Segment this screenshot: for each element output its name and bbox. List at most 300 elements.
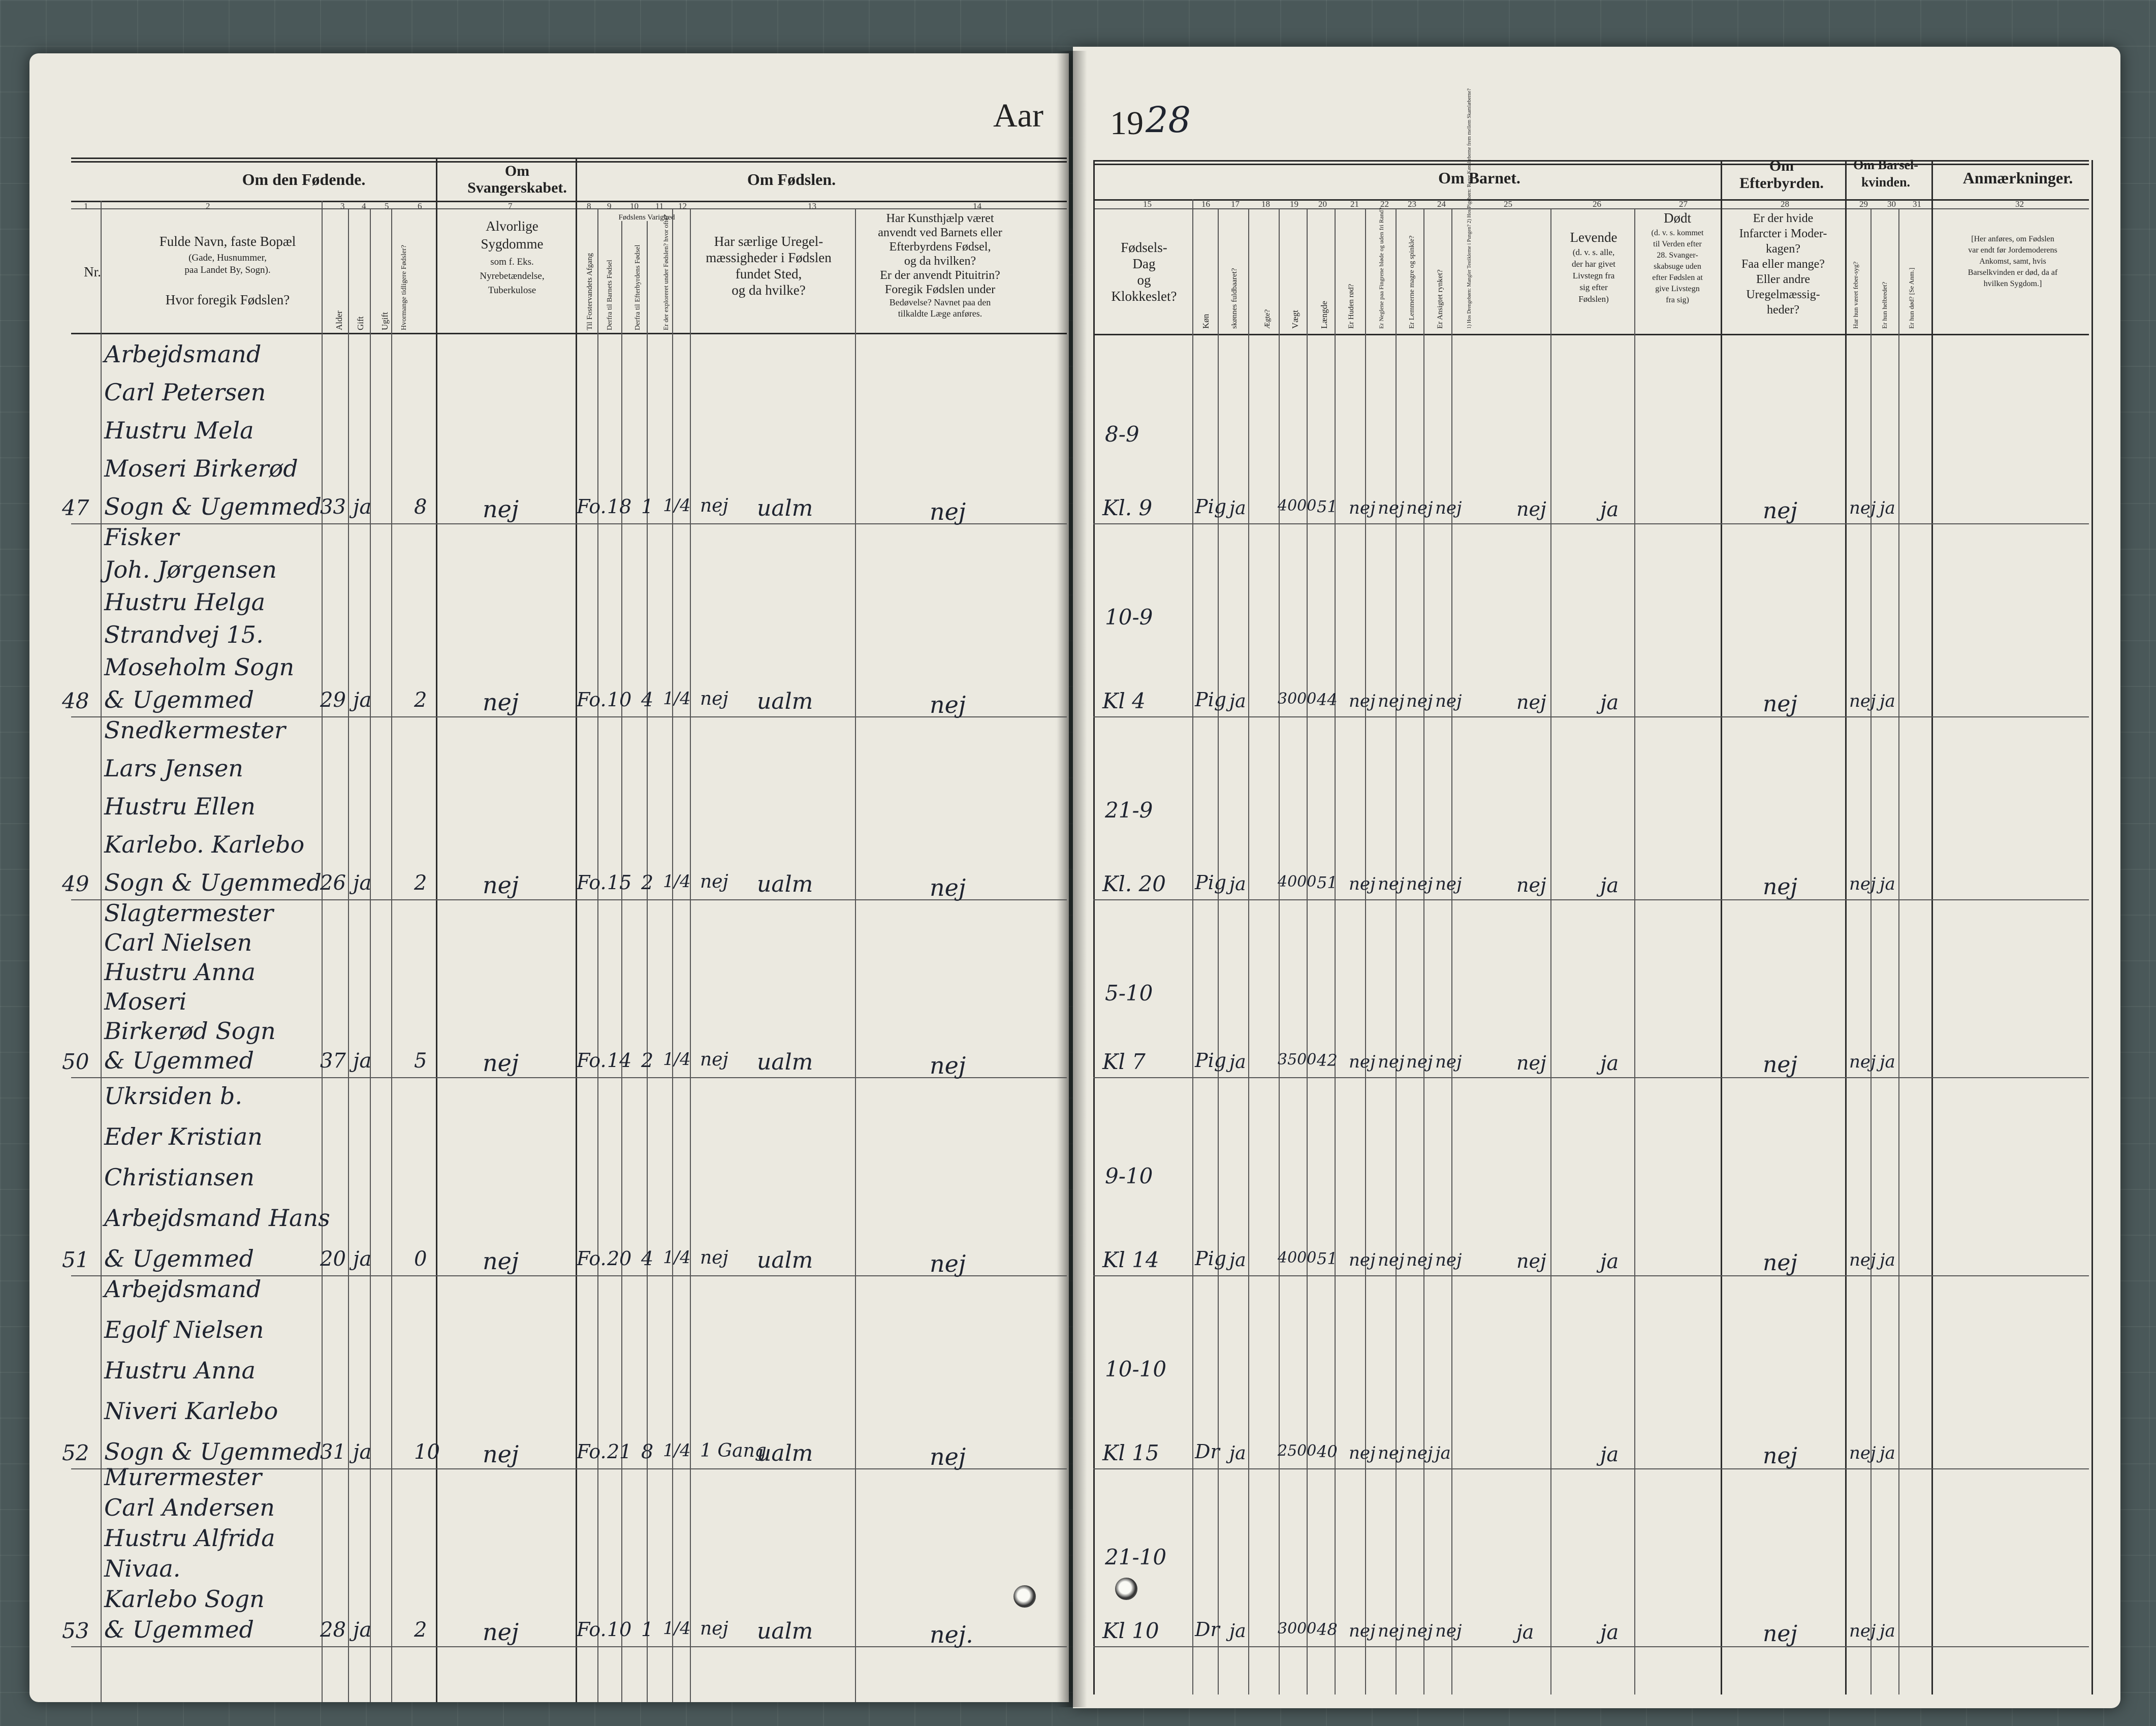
entry-fostervand: Fo. <box>577 1247 607 1270</box>
header-name-4: Hvor foregik Fødslen? <box>165 292 290 307</box>
entry-name-line: Carl Andersen <box>104 1494 275 1521</box>
entry-fuldbaaren: ja <box>1229 691 1246 712</box>
header-dodt-3: til Verden efter <box>1653 240 1702 248</box>
entry-uregel: ualm <box>757 1247 813 1273</box>
entry-name-line: Christiansen <box>104 1164 255 1191</box>
header-dodt-4: 28. Svanger- <box>1657 251 1698 260</box>
entry-kunst: nej <box>930 874 966 901</box>
column-number: 13 <box>808 201 816 211</box>
entry-fuldbaaren: ja <box>1229 1621 1246 1642</box>
column-number: 25 <box>1504 199 1512 209</box>
entry-name-line: Sogn & Ugemmed <box>104 1438 322 1465</box>
column-number: 15 <box>1143 199 1152 209</box>
entry-nr: 51 <box>62 1247 89 1272</box>
entry-huden: nej <box>1349 1621 1376 1641</box>
entry-mangler: nej <box>1516 691 1546 713</box>
entry-barnet: 2 <box>641 1049 654 1072</box>
column-number: 16 <box>1201 199 1210 209</box>
header-dodt-2: (d. v. s. kommet <box>1651 229 1704 237</box>
header-fostervand: Til Fostervandets Afgang <box>586 253 594 330</box>
entry-exploreret: nej <box>700 495 728 516</box>
entry-klokke: Kl 14 <box>1102 1247 1159 1272</box>
row-rule <box>1093 1275 2089 1276</box>
entry-varighed: 10 <box>607 688 632 711</box>
row-rule <box>1093 1468 2089 1469</box>
entry-negle: nej <box>1378 1052 1405 1072</box>
entry-exploreret: nej <box>700 1049 728 1070</box>
entry-kunst: nej. <box>930 1621 973 1648</box>
entry-lemmer: nej <box>1406 1621 1433 1641</box>
entry-levende: ja <box>1600 1621 1619 1644</box>
entry-fostervand: Fo. <box>577 495 607 518</box>
entry-name-line: Nivaa. <box>104 1555 181 1582</box>
year-printed: 19 <box>1110 105 1144 142</box>
entry-ansigt: ja <box>1435 1443 1451 1463</box>
entry-kon: Dr <box>1195 1440 1220 1463</box>
entry-lemmer: nej <box>1406 691 1433 711</box>
entry-sygdomme: nej <box>483 495 519 523</box>
entry-vaegt: 2500 <box>1278 1442 1317 1460</box>
entry-name-line: Karlebo Sogn <box>104 1585 265 1613</box>
header-dodt-1: Dødt <box>1664 210 1691 226</box>
entry-feber: nej <box>1849 1443 1876 1463</box>
entry-huden: nej <box>1349 498 1376 518</box>
header-efter-4: Faa eller mange? <box>1741 258 1825 271</box>
entry-feber: nej <box>1849 691 1876 711</box>
header-efter-5: Eller andre <box>1756 273 1810 286</box>
entry-name-line: Hustru Anna <box>104 958 256 986</box>
entry-alder: 20 <box>320 1247 346 1271</box>
entry-gift: ja <box>353 688 372 712</box>
section-fodende: Om den Fødende. <box>242 170 366 189</box>
header-levende-3: der har givet <box>1572 259 1615 269</box>
header-efter-3: kagen? <box>1766 242 1800 256</box>
entry-alder: 37 <box>320 1049 346 1073</box>
entry-barnet: 2 <box>641 871 654 894</box>
header-levende-1: Levende <box>1570 230 1618 245</box>
header-anm-1: [Her anføres, om Fødslen <box>1971 235 2054 243</box>
header-kunst-4: og da hvilken? <box>904 255 976 268</box>
entry-feber: nej <box>1849 498 1876 518</box>
entry-name-line: Ukrsiden b. <box>104 1082 242 1110</box>
entry-kon: Pig <box>1195 1049 1227 1072</box>
entry-levende: ja <box>1600 1443 1619 1466</box>
entry-laengde: 51 <box>1317 1249 1338 1268</box>
entry-ansigt: nej <box>1435 874 1462 894</box>
column-number: 29 <box>1859 199 1868 209</box>
entry-efterbyrd: 1/4 <box>663 1247 691 1268</box>
column-number: 30 <box>1887 199 1896 209</box>
header-lemmer: Er Lemmerne magre og spinkle? <box>1408 235 1416 329</box>
entry-huden: nej <box>1349 691 1376 711</box>
entry-negle: nej <box>1378 874 1405 894</box>
header-name-2: (Gade, Husnummer, <box>188 253 267 263</box>
entry-vaegt: 3000 <box>1278 690 1317 708</box>
entry-exploreret: nej <box>700 688 728 709</box>
entry-exploreret: nej <box>700 1247 728 1268</box>
entry-laengde: 40 <box>1317 1442 1338 1461</box>
column-number: 10 <box>630 201 639 211</box>
entry-name-line: Sogn & Ugemmed <box>104 493 322 520</box>
entry-name-line: Moseri Birkerød <box>104 455 298 482</box>
header-kunst-3: Efterbyrdens Fødsel, <box>889 240 991 254</box>
entry-name-line: Carl Petersen <box>104 379 266 406</box>
entry-dato: 9-10 <box>1105 1164 1153 1188</box>
entry-name-line: & Ugemmed <box>104 1616 254 1643</box>
header-uregel-4: og da hvilke? <box>732 283 806 298</box>
section-efterbyrden-2: Efterbyrden. <box>1739 175 1824 192</box>
entry-fostervand: Fo. <box>577 1049 607 1072</box>
year-label: Aar <box>993 97 1043 134</box>
row-rule <box>1093 1077 2089 1078</box>
entry-uregel: ualm <box>757 495 813 521</box>
entry-name-line: Hustru Helga <box>104 588 265 616</box>
entry-helbredet: ja <box>1880 498 1895 518</box>
entry-helbredet: ja <box>1880 1443 1895 1463</box>
entry-barnet: 1 <box>641 1618 654 1641</box>
entry-lemmer: nej <box>1406 874 1433 894</box>
entry-vaegt: 4000 <box>1278 1249 1317 1267</box>
entry-name-line: Sogn & Ugemmed <box>104 869 322 896</box>
entry-name-line: Joh. Jørgensen <box>104 556 277 583</box>
year-handwritten: 28 <box>1146 99 1191 141</box>
entry-lemmer: nej <box>1406 498 1433 518</box>
entry-helbredet: ja <box>1880 874 1895 894</box>
entry-vaegt: 3000 <box>1278 1620 1317 1638</box>
entry-dato: 8-9 <box>1105 422 1139 447</box>
header-name-1: Fulde Navn, faste Bopæl <box>159 234 296 249</box>
entry-uregel: ualm <box>757 871 813 897</box>
entry-feber: nej <box>1849 1052 1876 1072</box>
entry-kunst: nej <box>930 498 966 525</box>
entry-uregel: ualm <box>757 1049 813 1075</box>
entry-varighed: 18 <box>607 495 632 518</box>
header-vaegt: Vægt <box>1290 310 1300 329</box>
header-kunst-2: anvendt ved Barnets eller <box>878 226 1002 239</box>
column-number: 14 <box>973 201 981 211</box>
entry-sygdomme: nej <box>483 1049 519 1077</box>
entry-tidligere: 2 <box>414 688 427 712</box>
header-dag-1: Fødsels- <box>1121 240 1167 255</box>
section-barnet: Om Barnet. <box>1438 169 1520 187</box>
entry-helbredet: ja <box>1880 691 1895 711</box>
entry-mangler: nej <box>1516 1052 1546 1074</box>
entry-kunst: nej <box>930 1250 966 1277</box>
header-kunst-1: Har Kunsthjælp været <box>886 212 994 225</box>
entry-levende: ja <box>1600 874 1619 897</box>
entry-efterbyrd: 1/4 <box>663 495 691 516</box>
entry-tidligere: 2 <box>414 871 427 895</box>
section-svangerskabet-2: Svangerskabet. <box>467 179 567 196</box>
header-feber: Har hun været feber-syg? <box>1852 261 1859 329</box>
entry-laengde: 42 <box>1317 1051 1338 1070</box>
entry-name-line: Snedkermester <box>104 716 286 744</box>
entry-gift: ja <box>353 1440 372 1464</box>
entry-negle: nej <box>1378 498 1405 518</box>
entry-klokke: Kl. 20 <box>1102 871 1166 896</box>
entry-huden: nej <box>1349 1250 1376 1270</box>
entry-exploreret: 1 Gang <box>700 1440 767 1461</box>
entry-kon: Pig <box>1195 495 1227 518</box>
entry-negle: nej <box>1378 1621 1405 1641</box>
header-efter-7: heder? <box>1767 303 1799 317</box>
header-exploreret: Er der exploreret under Fødslen? hvor ofte? <box>662 214 670 330</box>
entry-name-line: Eder Kristian <box>104 1123 263 1150</box>
entry-sygdomme: nej <box>483 1618 519 1646</box>
row-rule <box>1093 523 2089 524</box>
entry-varighed: 14 <box>607 1049 632 1072</box>
entry-negle: nej <box>1378 1250 1405 1270</box>
entry-laengde: 51 <box>1317 873 1338 892</box>
entry-dato: 10-9 <box>1105 605 1153 630</box>
entry-efterbyrd: 1/4 <box>663 1049 691 1070</box>
entry-negle: nej <box>1378 1443 1405 1463</box>
header-dodt-8: fra sig) <box>1666 296 1689 304</box>
entry-sygdomme: nej <box>483 871 519 899</box>
header-levende-2: (d. v. s. alle, <box>1572 247 1615 257</box>
entry-exploreret: nej <box>700 871 728 892</box>
column-number: 4 <box>362 201 366 211</box>
entry-fuldbaaren: ja <box>1229 498 1246 519</box>
header-dod: Er hun død? [Se Anm.] <box>1908 267 1915 329</box>
header-dag-4: Klokkeslet? <box>1111 289 1177 304</box>
entry-name-line: Carl Nielsen <box>104 929 252 956</box>
entry-lemmer: nej <box>1406 1250 1433 1270</box>
entry-nr: 48 <box>62 688 89 713</box>
entry-nr: 53 <box>62 1618 89 1643</box>
entry-mangler: nej <box>1516 1250 1546 1272</box>
entry-ansigt: nej <box>1435 1052 1462 1072</box>
entry-klokke: Kl 7 <box>1102 1049 1146 1074</box>
section-efterbyrden-1: Om <box>1769 158 1794 174</box>
entry-fuldbaaren: ja <box>1229 1443 1246 1464</box>
entry-mangler: nej <box>1516 874 1546 896</box>
entry-fuldbaaren: ja <box>1229 1250 1246 1271</box>
entry-gift: ja <box>353 1049 372 1073</box>
entry-tidligere: 5 <box>414 1049 427 1073</box>
entry-huden: nej <box>1349 1443 1376 1463</box>
entry-mangler: ja <box>1516 1621 1534 1643</box>
entry-fuldbaaren: ja <box>1229 1052 1246 1073</box>
section-barsel-1: Om Barsel- <box>1853 158 1918 172</box>
entry-alder: 26 <box>320 871 346 895</box>
entry-kunst: nej <box>930 691 966 718</box>
column-number: 7 <box>508 201 513 211</box>
header-sygdomme-1: Alvorlige <box>486 218 538 234</box>
header-efter-6: Uregelmæssig- <box>1746 288 1820 301</box>
header-levende-6: Fødslen) <box>1578 294 1609 304</box>
entry-gift: ja <box>353 1618 372 1642</box>
entry-name-line: Murermester <box>104 1463 262 1491</box>
column-number: 6 <box>418 201 422 211</box>
entry-efterbyrd: 1/4 <box>663 688 691 709</box>
row-rule <box>1093 1646 2089 1647</box>
entry-huden: nej <box>1349 1052 1376 1072</box>
entry-klokke: Kl 15 <box>1102 1440 1159 1465</box>
entry-gift: ja <box>353 1247 372 1271</box>
entry-ansigt: nej <box>1435 1250 1462 1270</box>
entry-huden: nej <box>1349 874 1376 894</box>
header-dag-3: og <box>1137 272 1151 288</box>
column-number: 11 <box>655 201 664 211</box>
entry-levende: ja <box>1600 691 1619 714</box>
entry-klokke: Kl 10 <box>1102 1618 1159 1643</box>
column-number: 3 <box>340 201 345 211</box>
header-sygdomme-3: som f. Eks. <box>490 257 534 267</box>
header-negle: Er Neglene paa Fingrene bløde og uden fri Rand? <box>1378 207 1385 329</box>
header-mangler: 1) Hos Drengebørn: Mangler Testiklerne i Pungen? 2) Hos Pigebørn: Rager Kønslæberne frem mellem Skamlæberne? <box>1467 88 1472 329</box>
column-number: 28 <box>1781 199 1789 209</box>
header-efterbyrd: Derfra til Efterbyrdens Fødsel <box>634 244 642 330</box>
entry-alder: 29 <box>320 688 346 712</box>
entry-klokke: Kl. 9 <box>1102 495 1153 520</box>
entry-laengde: 51 <box>1317 497 1338 516</box>
column-number: 1 <box>84 201 88 211</box>
entry-efter: nej <box>1763 691 1798 717</box>
header-dodt-5: skabsuge uden <box>1654 262 1701 271</box>
entry-uregel: ualm <box>757 1618 813 1644</box>
binding-hole-left <box>1013 1585 1036 1608</box>
row-rule <box>71 1646 1067 1647</box>
column-number: 20 <box>1318 199 1327 209</box>
entry-name-line: Birkerød Sogn <box>104 1017 276 1045</box>
section-anm: Anmærkninger. <box>1962 169 2073 187</box>
column-number: 8 <box>587 201 591 211</box>
header-kunst-7: Bedøvelse? Navnet paa den <box>889 297 991 307</box>
section-fodslen: Om Fødslen. <box>747 170 836 189</box>
row-rule <box>1093 899 2089 900</box>
entry-barnet: 1 <box>641 495 654 518</box>
entry-name-line: Moseri <box>104 988 187 1015</box>
column-number: 2 <box>206 201 210 211</box>
entry-barnet: 4 <box>641 1247 654 1270</box>
entry-varighed: 21 <box>607 1440 632 1463</box>
entry-fostervand: Fo. <box>577 688 607 711</box>
entry-efter: nej <box>1763 498 1798 524</box>
entry-mangler: nej <box>1516 498 1546 520</box>
entry-name-line: Lars Jensen <box>104 755 243 782</box>
entry-fostervand: Fo. <box>577 1440 607 1463</box>
column-number: 23 <box>1408 199 1416 209</box>
entry-kunst: nej <box>930 1443 966 1470</box>
entry-name-line: Niveri Karlebo <box>104 1397 278 1425</box>
column-number: 19 <box>1290 199 1298 209</box>
header-levende-4: Livstegn fra <box>1572 271 1615 280</box>
header-huden: Er Huden rød? <box>1347 284 1355 329</box>
entry-gift: ja <box>353 871 372 895</box>
header-alder: Alder <box>334 310 344 330</box>
entry-nr: 50 <box>62 1049 89 1074</box>
entry-exploreret: nej <box>700 1618 728 1639</box>
header-varighed: Fødslens Varighed <box>618 213 675 222</box>
entry-efterbyrd: 1/4 <box>663 1618 691 1639</box>
header-anm-4: Barselkvinden er død, da af <box>1968 268 2058 277</box>
header-gift: Gift <box>356 316 365 330</box>
header-sygdomme-4: Nyrebetændelse, <box>480 271 545 281</box>
entry-levende: ja <box>1600 1052 1619 1075</box>
entry-sygdomme: nej <box>483 688 519 716</box>
entry-laengde: 48 <box>1317 1620 1338 1639</box>
entry-name-line: Strandvej 15. <box>104 621 264 648</box>
column-number: 17 <box>1231 199 1240 209</box>
entry-negle: nej <box>1378 691 1405 711</box>
column-number: 32 <box>2015 199 2024 209</box>
entry-efter: nej <box>1763 1250 1798 1276</box>
entry-tidligere: 8 <box>414 495 427 519</box>
entry-helbredet: ja <box>1880 1621 1895 1641</box>
entry-dato: 5-10 <box>1105 981 1153 1006</box>
entry-varighed: 10 <box>607 1618 632 1641</box>
header-uregel-2: mæssigheder i Fødslen <box>706 250 832 265</box>
entry-name-line: & Ugemmed <box>104 1245 254 1272</box>
entry-feber: nej <box>1849 874 1876 894</box>
entry-efter: nej <box>1763 1443 1798 1469</box>
header-anm-2: var endt før Jordemoderens <box>1968 246 2057 255</box>
entry-helbredet: ja <box>1880 1052 1895 1072</box>
entry-name-line: Slagtermester <box>104 899 273 927</box>
entry-efter: nej <box>1763 1052 1798 1078</box>
entry-name-line: Arbejdsmand <box>104 1275 262 1303</box>
header-kon: Køn <box>1201 313 1211 329</box>
entry-name-line: Egolf Nielsen <box>104 1316 264 1343</box>
entry-tidligere: 2 <box>414 1618 427 1642</box>
entry-fostervand: Fo. <box>577 871 607 894</box>
entry-name-line: Hustru Mela <box>104 417 254 444</box>
book-gutter <box>1057 51 1087 1707</box>
entry-kunst: nej <box>930 1052 966 1079</box>
entry-tidligere: 10 <box>414 1440 440 1464</box>
entry-ansigt: nej <box>1435 691 1462 711</box>
header-levende-5: sig efter <box>1579 283 1608 292</box>
entry-tidligere: 0 <box>414 1247 427 1271</box>
header-uaegte: Ægte? <box>1263 309 1272 329</box>
entry-uregel: ualm <box>757 1440 813 1466</box>
entry-name-line: Fisker <box>104 523 179 551</box>
entry-efter: nej <box>1763 874 1798 900</box>
entry-klokke: Kl 4 <box>1102 688 1146 713</box>
entry-fostervand: Fo. <box>577 1618 607 1641</box>
entry-vaegt: 4000 <box>1278 873 1317 891</box>
header-tidligere: Hvormange tidligere Fødsler? <box>400 245 408 330</box>
header-anm-3: Ankomst, samt, hvis <box>1979 257 2046 266</box>
entry-feber: nej <box>1849 1250 1876 1270</box>
header-dag-2: Dag <box>1132 256 1156 271</box>
header-barnets: Derfra til Barnets Fødsel <box>606 260 614 330</box>
entry-laengde: 44 <box>1317 690 1338 709</box>
header-nr: Nr. <box>84 264 101 279</box>
column-number: 26 <box>1593 199 1601 209</box>
entry-name-line: Hustru Ellen <box>104 793 256 820</box>
header-sygdomme-2: Sygdomme <box>481 236 544 252</box>
entry-barnet: 4 <box>641 688 654 711</box>
entry-nr: 52 <box>62 1440 89 1465</box>
header-laengde: Længde <box>1319 301 1329 329</box>
column-number: 18 <box>1261 199 1270 209</box>
column-number: 24 <box>1437 199 1446 209</box>
header-name-3: paa Landet By, Sogn). <box>184 265 271 275</box>
entry-ansigt: nej <box>1435 1621 1462 1641</box>
entry-feber: nej <box>1849 1621 1876 1641</box>
entry-name-line: Hustru Alfrida <box>104 1524 275 1552</box>
entry-gift: ja <box>353 495 372 519</box>
entry-alder: 31 <box>320 1440 346 1464</box>
header-kunst-5: Er der anvendt Pituitrin? <box>880 269 1000 282</box>
header-dodt-7: give Livstegn <box>1655 285 1700 293</box>
entry-name-line: Karlebo. Karlebo <box>104 831 305 858</box>
entry-fuldbaaren: ja <box>1229 874 1246 895</box>
entry-kon: Pig <box>1195 871 1227 894</box>
entry-helbredet: ja <box>1880 1250 1895 1270</box>
